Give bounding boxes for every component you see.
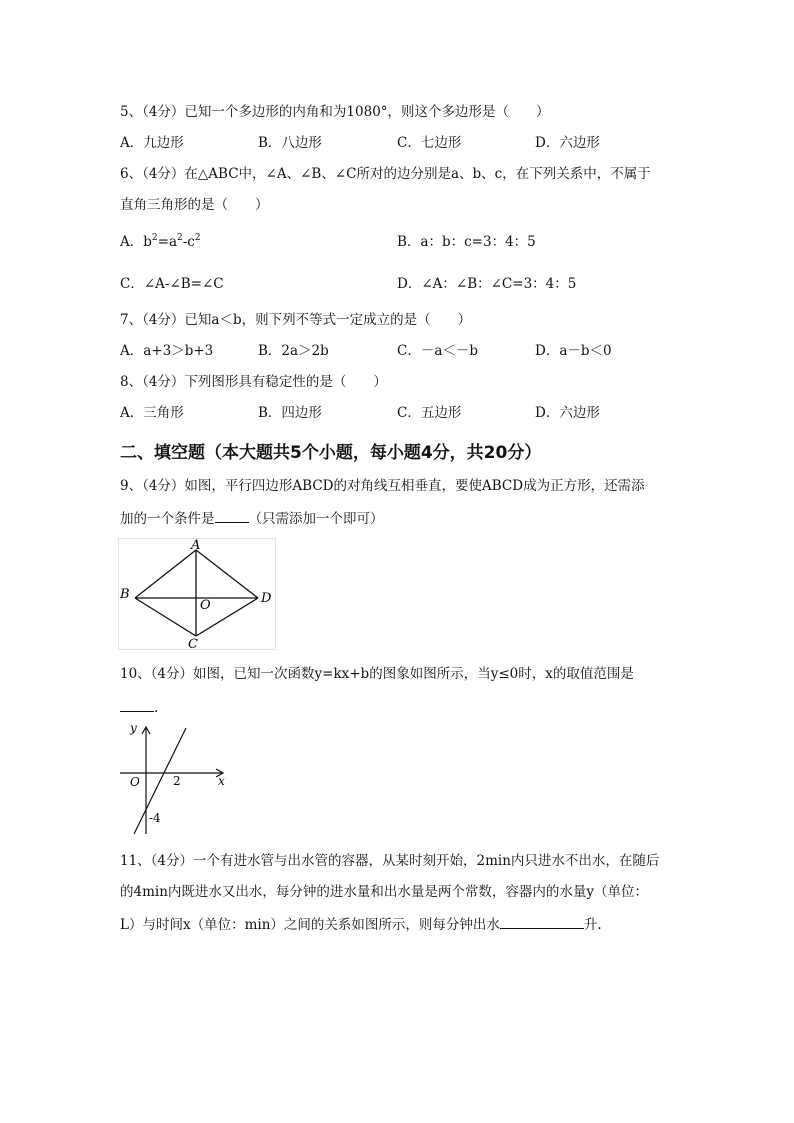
q9-line2-pre: 加的一个条件是 — [120, 511, 215, 527]
superscript-2: 2 — [194, 233, 201, 243]
q6-stem-line1: 6、（4分）在△ABC中，∠A、∠B、∠C所对的边分别是a、b、c，在下列关系中，不属于 — [120, 166, 651, 182]
q6-option-a-part1: A．b — [120, 234, 152, 250]
q10-line2 — [120, 697, 158, 717]
label-x: x — [218, 774, 225, 788]
label-y-intercept: -4 — [149, 811, 161, 825]
q7-option-c: C．－a＜－b — [397, 343, 479, 359]
rhombus-figure — [118, 538, 276, 650]
answer-blank — [500, 914, 584, 929]
q8-option-a: A．三角形 — [120, 405, 184, 421]
label-b: B — [120, 587, 130, 602]
q6-option-c: C．∠A-∠B=∠C — [120, 276, 224, 292]
superscript-2: 2 — [177, 233, 183, 243]
q8-stem: 8、（4分）下列图形具有稳定性的是（ ） — [120, 374, 387, 390]
q6-option-b: B．a：b：c=3：4：5 — [397, 234, 536, 250]
superscript-2: 2 — [151, 233, 158, 243]
label-a: A — [191, 538, 201, 553]
q9-line2-post: （只需添加一个即可） — [248, 511, 384, 527]
q8-option-d: D．六边形 — [535, 405, 600, 421]
label-c: C — [188, 637, 198, 650]
answer-blank — [120, 697, 154, 712]
q6-option-a-part3: -c — [182, 234, 195, 250]
answer-blank — [215, 508, 249, 523]
q8-option-c: C．五边形 — [397, 405, 462, 421]
q11-line3-pre: L）与时间x（单位：min）之间的关系如图所示，则每分钟出水 — [120, 917, 500, 933]
q11-line3-post: 升. — [583, 917, 602, 933]
linear-function-graph — [118, 722, 230, 838]
q6-stem-line2: 直角三角形的是（ ） — [120, 197, 269, 213]
q6-option-a-part2: =a — [157, 234, 178, 250]
q7-option-d: D．a－b＜0 — [535, 343, 612, 359]
q11-line1: 11、（4分）一个有进水管与出水管的容器，从某时刻开始，2min内只进水不出水，在随后 — [120, 853, 660, 869]
q11-line2: 的4min内既进水又出水，每分钟的进水量和出水量是两个常数，容器内的水量y（单位： — [120, 884, 649, 900]
label-x-intercept: 2 — [173, 774, 181, 788]
q9-line1: 9、（4分）如图，平行四边形ABCD的对角线互相垂直，要使ABCD成为正方形，还需添 — [120, 478, 645, 494]
q10-line2-post: . — [154, 700, 159, 716]
q9-line2 — [120, 508, 384, 528]
q5-option-a: A．九边形 — [120, 135, 184, 151]
side-bc — [135, 598, 196, 636]
label-d: D — [261, 591, 272, 606]
q7-option-b: B．2a＞2b — [258, 343, 329, 359]
label-o: O — [200, 598, 211, 613]
q6-option-a — [120, 233, 201, 251]
q5-option-b: B．八边形 — [258, 135, 322, 151]
q10-line1: 10、（4分）如图，已知一次函数y=kx+b的图象如图所示，当y≤0时，x的取值范围是 — [120, 666, 634, 682]
side-ad — [196, 550, 258, 598]
q8-option-b: B．四边形 — [258, 405, 322, 421]
q5-option-d: D．六边形 — [535, 135, 600, 151]
q7-option-a: A．a+3＞b+3 — [120, 343, 214, 359]
q5-option-c: C．七边形 — [397, 135, 462, 151]
q6-option-d: D．∠A：∠B：∠C=3：4：5 — [397, 276, 577, 292]
side-ab — [135, 550, 196, 598]
section-heading: 二、填空题（本大题共5个小题，每小题4分，共20分） — [120, 443, 542, 463]
q7-stem: 7、（4分）已知a＜b，则下列不等式一定成立的是（ ） — [120, 312, 472, 328]
label-y: y — [130, 722, 137, 735]
q11-line3 — [120, 914, 602, 934]
label-origin: O — [130, 775, 140, 789]
q5-stem: 5、（4分）已知一个多边形的内角和为1080°，则这个多边形是（ ） — [120, 104, 550, 120]
